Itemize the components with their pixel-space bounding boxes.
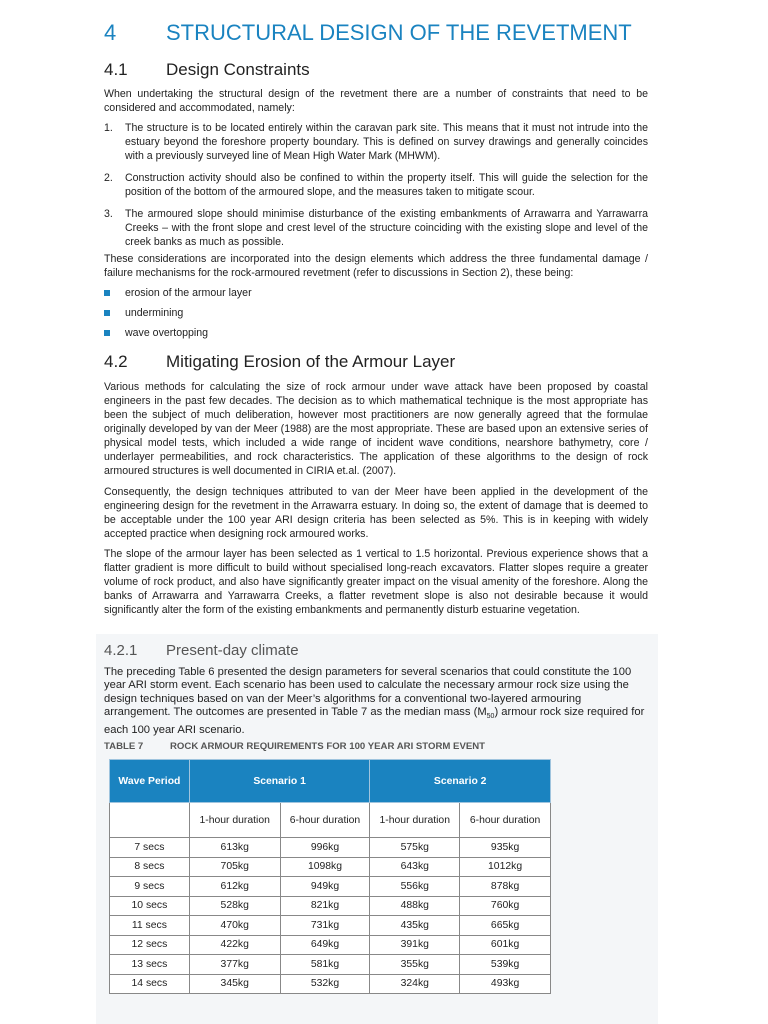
table-label: TABLE 7 <box>104 741 144 752</box>
table-cell: 760kg <box>460 896 551 916</box>
section-number: 4.2 <box>104 352 128 371</box>
list-item <box>104 171 648 199</box>
table-cell: 949kg <box>280 877 370 897</box>
table-caption-text: ROCK ARMOUR REQUIREMENTS FOR 100 YEAR ARI STORM EVENT <box>170 741 486 752</box>
section-number: 4.1 <box>104 60 128 79</box>
table-cell: 1012kg <box>460 857 551 877</box>
list-item-text: The armoured slope should minimise disturbance of the existing embankments of Arrawarra and Yarrawarra Creeks – with the front slope and crest level of the structure coinciding with the existing slope and level of the creek banks as much as possible. <box>125 208 648 248</box>
bullet-text: erosion of the armour layer <box>125 287 252 299</box>
table-cell: 422kg <box>189 935 280 955</box>
table-row <box>110 974 551 994</box>
armour-paragraph-2: Consequently, the design techniques attributed to van der Meer have been applied in the development of the engineering design for the revetment in the Arrawarra estuary. In doing so, the extent of damage that is deemed to be acceptable under the 100 year ARI design criteria has been selected as 5%. This is in keeping with widely accepted practice when designing rock armoured works. <box>104 486 648 540</box>
table-cell: 391kg <box>370 935 460 955</box>
table-row <box>110 857 551 877</box>
table-cell: 821kg <box>280 896 370 916</box>
bullet-text: wave overtopping <box>125 327 209 339</box>
table-cell: 581kg <box>280 955 370 975</box>
table-cell: 878kg <box>460 877 551 897</box>
list-item-text: Construction activity should also be confined to within the property itself. This will guide the selection for the position of the bottom of the armoured slope, and the measures taken to mitigate scour. <box>125 172 648 198</box>
table-cell: 14 secs <box>110 974 190 994</box>
bullet-item <box>104 306 252 326</box>
chapter-title: STRUCTURAL DESIGN OF THE REVETMENT <box>166 20 632 45</box>
climate-subscript: 50 <box>486 713 495 721</box>
table-cell: 470kg <box>189 916 280 936</box>
table-cell: 435kg <box>370 916 460 936</box>
table-cell: 13 secs <box>110 955 190 975</box>
table-cell: 556kg <box>370 877 460 897</box>
table-cell: 731kg <box>280 916 370 936</box>
section-title: Mitigating Erosion of the Armour Layer <box>166 352 456 371</box>
table-header-row <box>110 760 551 803</box>
header-scenario-1: Scenario 1 <box>189 760 370 803</box>
chapter-number: 4 <box>104 20 117 45</box>
table-row <box>110 896 551 916</box>
climate-text-b: ) armour rock size required for each 100 year ARI scenario. <box>104 706 645 736</box>
table-cell: 705kg <box>189 857 280 877</box>
section-title: Design Constraints <box>166 60 310 79</box>
section-heading-4-2 <box>104 352 455 372</box>
subheader-cell: 1-hour duration <box>370 803 460 838</box>
subheader-cell: 1-hour duration <box>189 803 280 838</box>
table-cell <box>110 803 190 838</box>
table-cell: 12 secs <box>110 935 190 955</box>
climate-paragraph <box>104 666 650 737</box>
subheader-cell: 6-hour duration <box>460 803 551 838</box>
table-cell: 601kg <box>460 935 551 955</box>
considerations-paragraph: These considerations are incorporated into the design elements which address the three fundamental damage / failure mechanisms for the rock-armoured revetment (refer to discussions in Section 2), these being: <box>104 253 648 279</box>
table-cell: 324kg <box>370 974 460 994</box>
table-cell: 493kg <box>460 974 551 994</box>
header-wave-period: Wave Period <box>110 760 190 803</box>
table-row <box>110 935 551 955</box>
list-item-number: 2. <box>104 172 113 184</box>
table-cell: 11 secs <box>110 916 190 936</box>
table-row <box>110 877 551 897</box>
list-item-text: The structure is to be located entirely within the caravan park site. This means that it must not intrude into the estuary beyond the foreshore property boundary. This is defined on survey drawings and generally coincides with a previously surveyed line of Mean High Water Mark (MHWM). <box>125 122 648 162</box>
constraints-intro: When undertaking the structural design of the revetment there are a number of constraints that need to be considered and accommodated, namely: <box>104 88 648 114</box>
table-cell: 377kg <box>189 955 280 975</box>
subsection-heading-4-2-1 <box>104 642 299 659</box>
list-item <box>104 121 648 163</box>
table-cell: 355kg <box>370 955 460 975</box>
table-cell: 7 secs <box>110 838 190 858</box>
climate-text-a: The preceding Table 6 presented the design parameters for several scenarios that could constitute the 100 year ARI storm event. Each scenario has been used to calculate the necessary armour rock size using the design techniques based on van der Meer’s algorithms for a conventional two-layered armouring arrangement. The outcomes are presented in Table 7 as the median mass (M <box>104 666 632 719</box>
bullet-text: undermining <box>125 307 184 319</box>
table-cell: 613kg <box>189 838 280 858</box>
list-item <box>104 207 648 249</box>
table-row <box>110 838 551 858</box>
table-cell: 539kg <box>460 955 551 975</box>
table-cell: 996kg <box>280 838 370 858</box>
table-cell: 532kg <box>280 974 370 994</box>
table-caption <box>104 741 485 752</box>
table-row <box>110 916 551 936</box>
table-cell: 1098kg <box>280 857 370 877</box>
table-cell: 665kg <box>460 916 551 936</box>
failure-mechanisms-list <box>104 286 252 346</box>
table-cell: 8 secs <box>110 857 190 877</box>
table-cell: 612kg <box>189 877 280 897</box>
table-cell: 575kg <box>370 838 460 858</box>
list-item-number: 3. <box>104 208 113 220</box>
table-cell: 10 secs <box>110 896 190 916</box>
table-row <box>110 955 551 975</box>
table-subheader-row <box>110 803 551 838</box>
table-cell: 9 secs <box>110 877 190 897</box>
bullet-square-icon <box>104 330 110 336</box>
rock-armour-table <box>109 759 551 994</box>
bullet-square-icon <box>104 290 110 296</box>
table-cell: 528kg <box>189 896 280 916</box>
table-cell: 935kg <box>460 838 551 858</box>
header-scenario-2: Scenario 2 <box>370 760 551 803</box>
table-cell: 488kg <box>370 896 460 916</box>
armour-paragraph-3: The slope of the armour layer has been selected as 1 vertical to 1.5 horizontal. Previous experience shows that a flatter gradient is more difficult to build without specialised long-reach excavators. Flatter slopes require a greater volume of rock product, and also have significantly greater impact on the visual amenity of the foreshore. Along the banks of Arrawarra and Yarrawarra Creeks, a flatter revetment slope is also not desirable because it would significantly alter the form of the existing embankments and permanently disturb estuarine vegetation. <box>104 548 648 616</box>
bullet-square-icon <box>104 310 110 316</box>
table-cell: 345kg <box>189 974 280 994</box>
bullet-item <box>104 326 252 346</box>
bullet-item <box>104 286 252 306</box>
table-cell: 643kg <box>370 857 460 877</box>
section-heading-4-1 <box>104 60 310 80</box>
armour-paragraph-1: Various methods for calculating the size of rock armour under wave attack have been proposed by coastal engineers in the past few decades. The decision as to which mathematical technique is the most appropriate has been the subject of much deliberation, however most practitioners are now generally agreed that the formulae originally developed by van der Meer (1988) are the most appropriate. These are based upon an extensive series of physical model tests, which included a wide range of incident wave conditions, nearshore bathymetry, core / underlayer permeabilities, and rock characteristics. The application of these algorithms to the design of rock armoured structures is well documented in CIRIA et.al. (2007). <box>104 381 648 477</box>
chapter-heading <box>104 20 632 46</box>
list-item-number: 1. <box>104 122 113 134</box>
table-cell: 649kg <box>280 935 370 955</box>
subsection-title: Present-day climate <box>166 642 299 659</box>
subheader-cell: 6-hour duration <box>280 803 370 838</box>
subsection-number: 4.2.1 <box>104 642 138 659</box>
constraints-list <box>104 121 648 249</box>
